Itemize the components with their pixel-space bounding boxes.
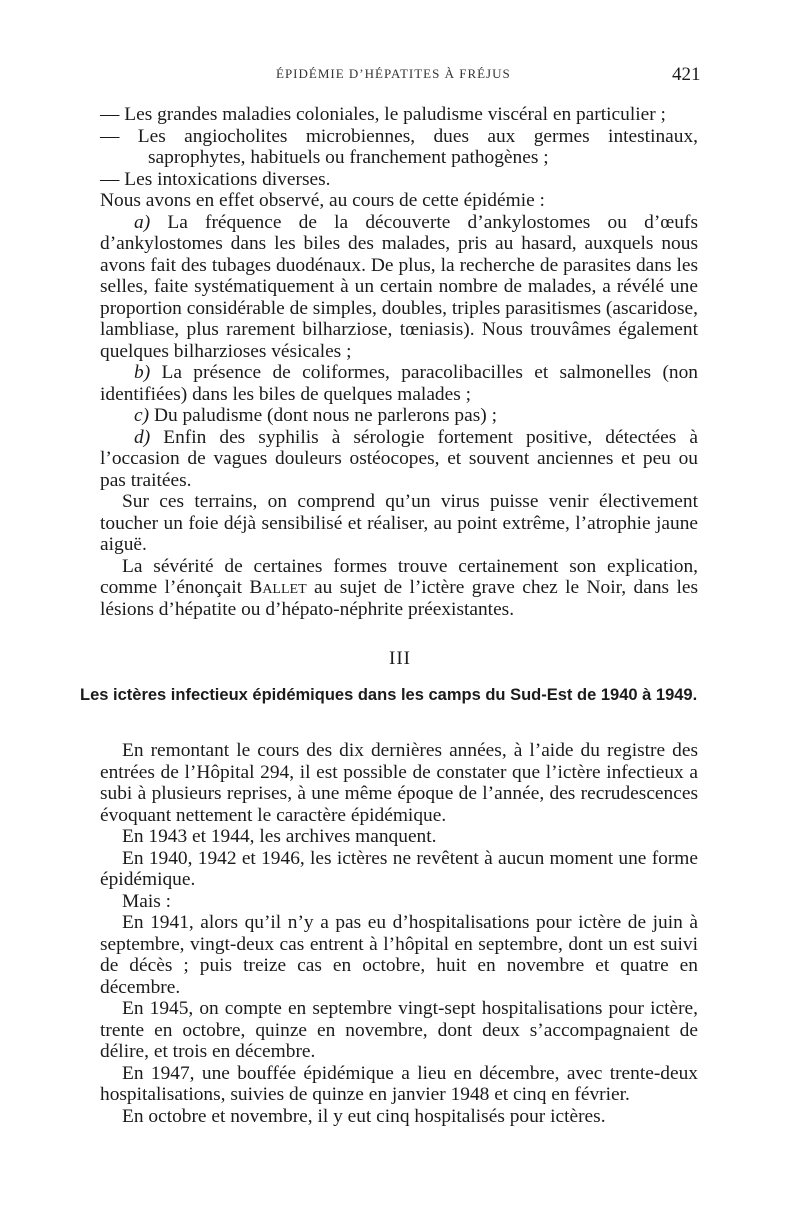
paragraph: Mais :	[122, 890, 172, 912]
paragraph: En 1941, alors qu’il n’y a pas eu d’hospitalisations pour ictère de juin à septembre, vingt-deux cas entrent à l’hôpital en septembre, dont un est suivi de décès ; puis treize cas en octobre, huit en novembre et quatre en décembre.	[100, 912, 698, 998]
lower-text-block	[100, 740, 698, 1127]
observation-d	[100, 427, 698, 492]
observation-letter: c)	[134, 405, 150, 426]
observation-letter: d)	[134, 426, 151, 448]
observation-a	[100, 212, 698, 363]
paragraph-terrains: Sur ces terrains, on comprend qu’un virus puisse venir électivement toucher un foie déjà sensibilisé et réaliser, au point extrême, l’atrophie jaune aiguë.	[100, 491, 698, 555]
paragraph: En octobre et novembre, il y eut cinq hospitalisés pour ictères.	[122, 1105, 606, 1127]
running-title: ÉPIDÉMIE D’HÉPATITES À FRÉJUS	[276, 66, 511, 81]
paragraph-text: La sévérité de certaines formes trouve certainement son explication, comme l’énonçait	[100, 555, 698, 598]
paragraph: En 1940, 1942 et 1946, les ictères ne revêtent à aucun moment une forme épidémique.	[100, 847, 698, 890]
section-title	[80, 684, 700, 706]
observation-text: Enfin des syphilis à sérologie fortement positive, détectées à l’occasion de vagues douleurs ostéocopes, et souvent anciennes et peu ou pas traitées.	[100, 426, 698, 491]
list-item: — Les angiocholites microbiennes, dues aux germes intestinaux, saprophytes, habituels ou franchement pathogènes ;	[100, 125, 698, 168]
observation-letter: b)	[134, 362, 151, 383]
paragraph: En remontant le cours des dix dernières années, à l’aide du registre des entrées de l’Hôpital 294, il est possible de constater que l’ictère infectieux a subi à plusieurs reprises, à une même époque de l’année, des recrudescences évoquant nettement le caractère épidémique.	[100, 740, 698, 826]
observation-text: Du paludisme (dont nous ne parlerons pas) ;	[153, 405, 497, 426]
paragraph: En 1947, une bouffée épidémique a lieu en décembre, avec trente-deux hospitalisations, suivies de quinze en janvier 1948 et cinq en février.	[100, 1062, 698, 1105]
observation-text: La présence de coliformes, paracolibacilles et salmonelles (non identifiées) dans les biles de quelques malades ;	[100, 362, 698, 405]
author-name: Ballet	[249, 577, 307, 598]
observation-letter: a)	[134, 211, 151, 233]
upper-text-block	[100, 104, 698, 620]
paragraph: En 1943 et 1944, les archives manquent.	[122, 826, 437, 847]
page-number: 421	[672, 64, 701, 85]
list-item: — Les intoxications diverses.	[100, 168, 331, 190]
paragraph-text: au sujet de l’ictère grave chez le Noir, dans les lésions d’hépatite ou d’hépato-néphrite préexistantes.	[100, 577, 698, 620]
observation-b	[100, 362, 698, 405]
observation-c	[100, 405, 698, 427]
observation-text: La fréquence de la découverte d’ankylostomes ou d’œufs d’ankylostomes dans les biles des malades, pris au hasard, auxquels nous avons fait des tubages duodénaux. De plus, la recherche de parasites dans les selles, faite systématiquement à un certain nombre de malades, a révélé une proportion considérable de simples, doubles, triples parasitismes (ascaridose, lambliase, plus rarement bilharziose, tœniasis). Nous trouvâmes également quelques bilharzioses vésicales ;	[100, 211, 698, 362]
observed-intro: Nous avons en effet observé, au cours de cette épidémie :	[100, 190, 545, 211]
paragraph: En 1945, on compte en septembre vingt-sept hospitalisations pour ictère, trente en octobre, quinze en novembre, dont deux s’accompagnaient de délire, et trois en décembre.	[100, 998, 698, 1062]
section-number: III	[389, 648, 411, 669]
section-title-text: Les ictères infectieux épidémiques dans les camps du Sud-Est de 1940 à 1949.	[80, 686, 698, 704]
paragraph-severite	[100, 556, 698, 621]
list-item: — Les grandes maladies coloniales, le paludisme viscéral en particulier ;	[100, 104, 666, 125]
